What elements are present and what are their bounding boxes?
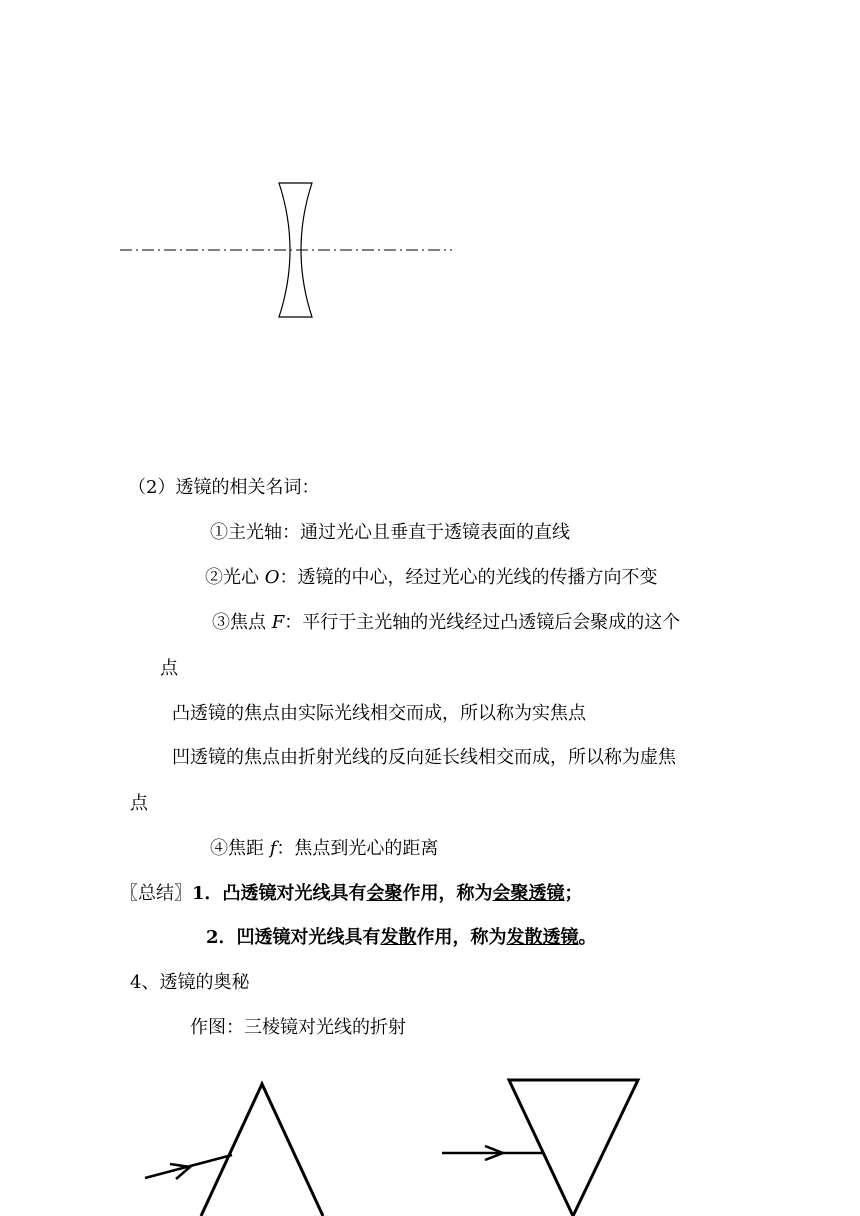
item4-prefix: ④焦距 <box>210 838 270 859</box>
item4-symbol: f <box>269 838 277 859</box>
concave-focus-note-wrap: 点 <box>130 793 148 814</box>
section4-heading: 4、透镜的奥秘 <box>130 972 250 993</box>
section2-heading: （2）透镜的相关名词： <box>128 477 320 498</box>
item3-symbol: F <box>271 612 285 633</box>
item-principal-axis: ①主光轴：通过光心且垂直于透镜表面的直线 <box>210 522 570 543</box>
item-focus <box>212 611 680 635</box>
summary2-end: 。 <box>578 927 597 948</box>
summary1-end: ； <box>564 883 583 904</box>
section4-task: 作图：三棱镜对光线的折射 <box>190 1017 406 1038</box>
item4-rest: ：焦点到光心的距离 <box>276 838 439 859</box>
summary-line-2 <box>206 926 597 950</box>
item-focal-length <box>210 837 438 861</box>
summary-label: 〖总结〗 <box>120 883 192 904</box>
summary2-diverge: 发散 <box>380 927 417 948</box>
item-optical-center <box>205 566 658 590</box>
item3-rest: ：平行于主光轴的光线经过凸透镜后会聚成的这个 <box>284 612 681 633</box>
summary1-converging-lens: 会聚透镜 <box>492 883 565 904</box>
item2-symbol: O <box>264 567 280 588</box>
summary1-a: 1．凸透镜对光线具有 <box>192 883 367 904</box>
summary2-b: 作用，称为 <box>416 927 507 948</box>
summary1-converge: 会聚 <box>366 883 403 904</box>
concave-focus-note: 凹透镜的焦点由折射光线的反向延长线相交而成，所以称为虚焦 <box>172 747 676 768</box>
summary-line-1 <box>120 882 583 906</box>
item-focus-wrap: 点 <box>160 658 178 679</box>
convex-focus-note: 凸透镜的焦点由实际光线相交而成，所以称为实焦点 <box>172 703 586 724</box>
upright-prism <box>201 1084 323 1216</box>
item2-prefix: ②光心 <box>205 567 265 588</box>
summary2-diverging-lens: 发散透镜 <box>506 927 579 948</box>
summary1-b: 作用，称为 <box>402 883 493 904</box>
item3-prefix: ③焦点 <box>212 612 272 633</box>
summary2-a: 2．凹透镜对光线具有 <box>206 927 381 948</box>
item2-rest: ：透镜的中心，经过光心的光线的传播方向不变 <box>279 567 658 588</box>
inverted-prism <box>509 1080 638 1216</box>
